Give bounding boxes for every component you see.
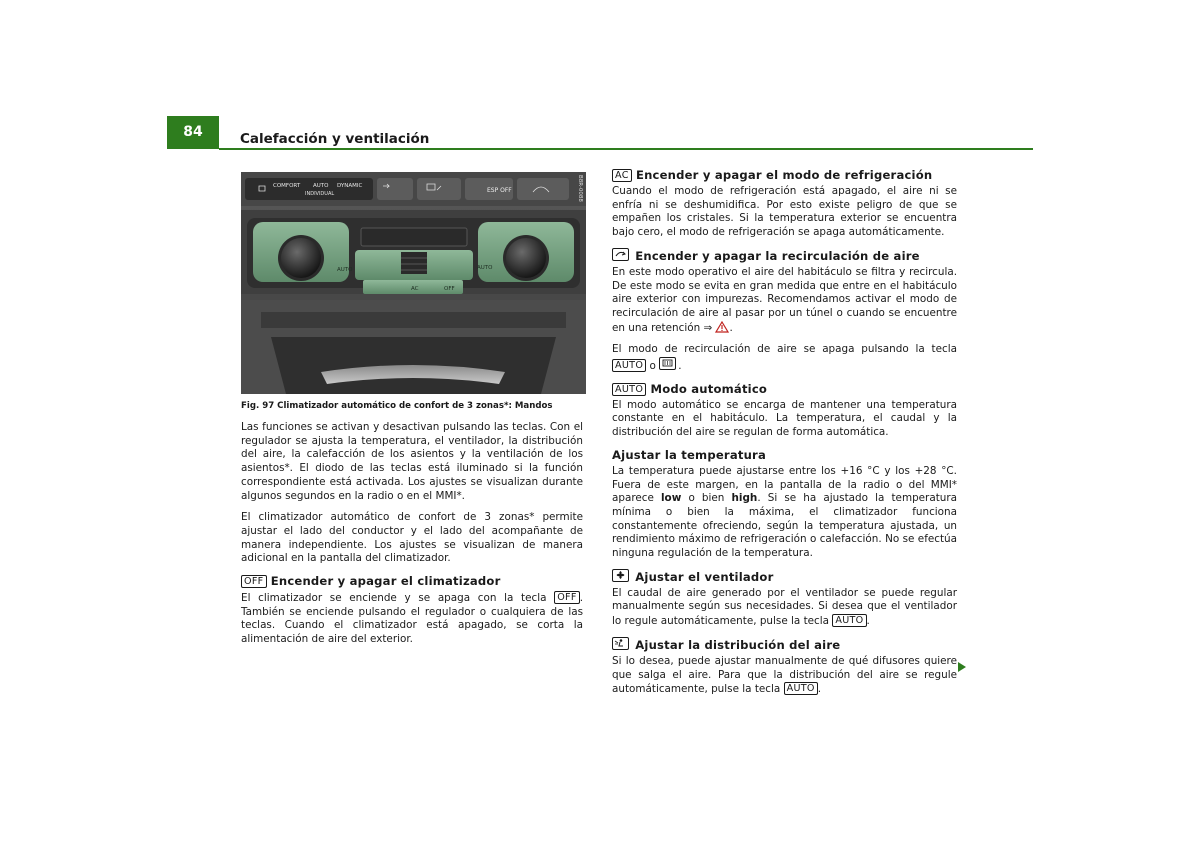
heading-ventilador: Ajustar el ventilador — [612, 569, 957, 585]
auto-paragraph: El modo automático se encarga de mantener una temperatura constante en el habitáculo. La temperatura, el caudal y la distribución del aire se regulan de forma automática. — [612, 398, 957, 439]
defrost-icon — [659, 357, 676, 370]
climate-panel-illustration — [241, 172, 586, 394]
left-column — [241, 421, 583, 655]
intro-paragraph: Las funciones se activan y desactivan pulsando las teclas. Con el regulador se ajusta la temperatura, el ventilador, la distribución del aire, la calefacción de los asientos y la ventilación de los asientos*. El diodo de las teclas está iluminado si la función correspondiente está activada. Los ajustes se visualizan durante algunos segundos en la radio o en el MMI*. — [241, 421, 583, 502]
fan-paragraph: El caudal de aire generado por el ventilador se puede regular manualmente según sus necesidades. Si desea que el ventilador lo regule automáticamente, pulse la tecla AUTO . — [612, 586, 957, 628]
page-header — [167, 116, 1033, 149]
auto-label-top: AUTO — [313, 183, 329, 189]
auto-label-left: AUTO — [337, 267, 353, 273]
figure-caption: Fig. 97 Climatizador automático de confort de 3 zonas*: Mandos — [241, 401, 553, 411]
heading-recirculacion: Encender y apagar la recirculación de aire — [612, 248, 957, 264]
comfort-label: COMFORT — [273, 183, 301, 189]
recirculation-icon — [612, 248, 629, 261]
heading-climatizador — [241, 574, 583, 589]
climate-control-photo — [241, 172, 586, 394]
auto-key-label: AUTO — [612, 383, 646, 396]
off-paragraph: El climatizador se enciende y se apaga con la tecla OFF . También se enciende pulsando el regulador o cualquiera de las teclas. Cuando el climatizador está apagado, se corta la alimentación de aire del exterior. — [241, 592, 583, 646]
page-title: Calefacción y ventilación — [240, 131, 430, 147]
off-key-label: OFF — [241, 575, 267, 588]
warning-icon — [715, 321, 729, 333]
auto-key-inline-dist: AUTO — [784, 682, 818, 695]
recirculation-paragraph: En este modo operativo el aire del habitáculo se filtra y recircula. De este modo se evita en gran medida que entre en el habitáculo aire exterior con impurezas. Recomendamos activar el modo de recirculación de aire al pasar por un túnel o cuando se encuentre en una retención ⇒ . — [612, 265, 957, 334]
esp-off-label: ESP OFF — [487, 187, 512, 194]
heading-temperatura: Ajustar la temperatura — [612, 447, 766, 462]
distribution-paragraph: Si lo desea, puede ajustar manualmente de qué difusores quiere que salga el aire. Para que la distribución del aire se regule automáticamente, pulse la tecla AUTO . — [612, 654, 957, 696]
heading-refrigeracion: AC Encender y apagar el modo de refrigeración — [612, 168, 957, 183]
off-key-inline: OFF — [554, 591, 580, 604]
ac-label: AC — [411, 286, 419, 292]
recirculation-off-paragraph: El modo de recirculación de aire se apaga pulsando la tecla AUTO o . — [612, 343, 957, 373]
temperature-paragraph: La temperatura puede ajustarse entre los +16 °C y los +28 °C. Fuera de este margen, en la pantalla de la radio o del MMI* aparece low o bien high. Si se ha ajustado la temperatura mínima o bien la máxima, el climatizador funciona constantemente ofreciendo, según la temperatura ajustada, un rendimiento máximo de refrigeración o calefacción. No se efectúa ninguna regulación de la temperatura. — [612, 464, 957, 560]
air-distribution-icon — [612, 637, 629, 650]
heading-text: Encender y apagar el climatizador — [270, 574, 501, 589]
auto-key-inline: AUTO — [612, 359, 646, 372]
auto-key-inline-fan: AUTO — [832, 614, 866, 627]
dynamic-label: DYNAMIC — [337, 183, 363, 189]
ac-key-label: AC — [612, 169, 632, 182]
off-label: OFF — [444, 286, 455, 292]
auto-label-right: AUTO — [477, 265, 493, 271]
fan-icon — [612, 569, 629, 582]
image-code: B8R-0088 — [577, 175, 583, 202]
ac-paragraph: Cuando el modo de refrigeración está apagado, el aire ni se enfría ni se deshumidifica. Por esto existe peligro de que se empañen los cristales. Si la temperatura exterior se encuentra bajo cero, el modo de refrigeración se apaga automáticamente. — [612, 185, 957, 239]
heading-automatico: AUTO Modo automático — [612, 382, 957, 397]
page-number: 84 — [167, 116, 219, 149]
right-column — [612, 168, 957, 705]
header-rule — [219, 148, 1033, 150]
individual-label: INDIVIDUAL — [305, 191, 335, 197]
continue-arrow-icon — [958, 662, 966, 672]
heading-distribucion: Ajustar la distribución del aire — [612, 637, 957, 653]
three-zone-paragraph: El climatizador automático de confort de 3 zonas* permite ajustar el lado del conductor y el lado del acompañante de manera independiente. Los ajustes se visualizan de manera adicional en la pantalla del climatizador. — [241, 511, 583, 565]
